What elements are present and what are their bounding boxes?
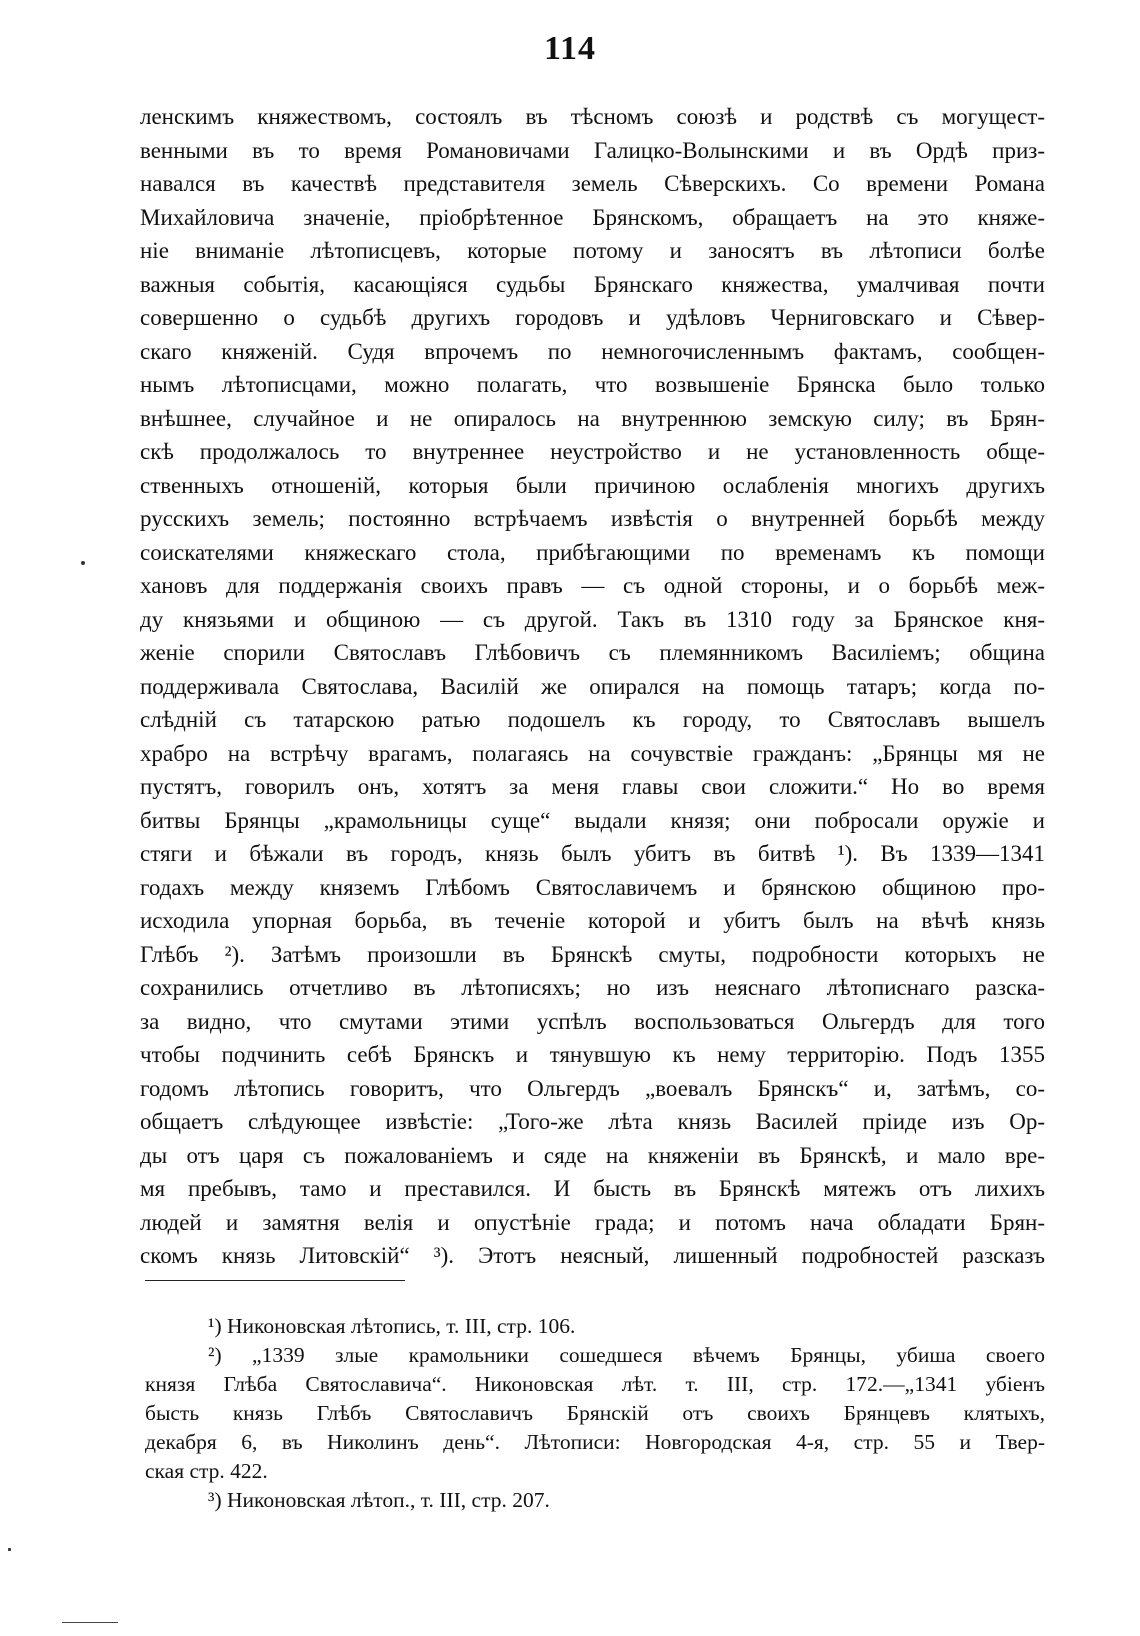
footnotes-block [145,1312,1045,1515]
scan-speck [8,1548,11,1551]
text-line: слѣдній съ татарскою ратью подошелъ къ городу, то Святославъ вышелъ [140,707,1045,732]
text-line: битвы Брянцы „крамольницы суще“ выдали князя; они побросали оружіе и [140,807,1045,833]
text-line: Михайловича значеніе, пріобрѣтенное Брянскомъ, обращаетъ на это княже- [140,204,1045,230]
text-line: за видно, что смутами этими успѣлъ воспользоваться Ольгердъ для того [140,1008,1045,1034]
footnote-2-continued: бысть князь Глѣбъ Святославичъ Брянскій отъ своихъ Брянцевъ клятыхъ, [145,1401,1045,1425]
text-line: важныя событія, касающіяся судьбы Брянскаго княжества, умалчивая почти [140,271,1045,297]
text-line: внѣшнее, случайное и не опиралось на внутреннюю земскую силу; въ Брян- [140,405,1045,431]
main-text-block [140,100,1045,1273]
text-line: пустятъ, говорилъ онъ, хотятъ за меня главы свои сложити.“ Но во время [140,774,1045,799]
scan-edge-mark [62,1622,118,1623]
text-line: ленскимъ княжествомъ, состоялъ въ тѣсномъ союзѣ и родствѣ съ могущест- [140,104,1045,129]
text-line: сохранились отчетливо въ лѣтописяхъ; но изъ неяснаго лѣтописнаго разска- [140,975,1045,1000]
text-line: стяги и бѣжали въ городъ, князь былъ убитъ въ битвѣ ¹). Въ 1339—1341 [140,841,1045,866]
text-line: русскихъ земель; постоянно встрѣчаемъ извѣстія о внутренней борьбѣ между [140,506,1045,531]
text-line: поддерживала Святослава, Василій же опирался на помощь татаръ; когда по- [140,673,1045,699]
footnote-2-continued: князя Глѣба Святославича“. Никоновская лѣт. т. III, стр. 172.—„1341 убіенъ [145,1372,1045,1396]
text-line: нымъ лѣтописцами, можно полагать, что возвышеніе Брянска было только [140,372,1045,397]
text-line: женіе спорили Святославъ Глѣбовичъ съ племянникомъ Василіемъ; община [140,640,1045,665]
text-line: ніе вниманіе лѣтописцевъ, которые потому и заносятъ въ лѣтописи болѣе [140,238,1045,263]
text-line: годомъ лѣтопись говоритъ, что Ольгердъ „воевалъ Брянскъ“ и, затѣмъ, со- [140,1075,1045,1101]
text-line: чтобы подчинить себѣ Брянскъ и тянувшую къ нему территорію. Подъ 1355 [140,1042,1045,1067]
text-line: венными въ то время Романовичами Галицко-Волынскими и въ Ордѣ приз- [140,137,1045,163]
footnote-3: ³) Никоновская лѣтоп., т. III, стр. 207. [208,1488,550,1512]
text-line: храбро на встрѣчу врагамъ, полагаясь на сочувствіе гражданъ: „Брянцы мя не [140,740,1045,766]
footnote-divider [145,1280,405,1281]
text-line: совершенно о судьбѣ другихъ городовъ и удѣловъ Черниговскаго и Сѣвер- [140,305,1045,330]
text-line: общаетъ слѣдующее извѣстіе: „Того-же лѣта князь Василей пріиде изъ Ор- [140,1109,1045,1134]
text-line: скаго княженій. Судя впрочемъ по немногочисленнымъ фактамъ, сообщен- [140,338,1045,364]
text-line: Глѣбъ ²). Затѣмъ произошли въ Брянскѣ смуты, подробности которыхъ не [140,941,1045,967]
text-line: ду князьями и общиною — съ другой. Такъ въ 1310 году за Брянское кня- [140,606,1045,632]
footnote-1: ¹) Никоновская лѣтопись, т. III, стр. 106. [208,1314,576,1338]
text-line: исходила упорная борьба, въ теченіе которой и убитъ былъ на вѣчѣ князь [140,908,1045,933]
text-line: людей и замятня велія и опустѣніе града; и потомъ нача обладати Брян- [140,1209,1045,1235]
text-line: ственныхъ отношеній, которыя были причиною ослабленія многихъ другихъ [140,472,1045,498]
scan-speck [81,561,85,565]
page-number: 114 [543,30,597,67]
text-line: мя пребывъ, тамо и преставился. И бысть въ Брянскѣ мятежъ отъ лихихъ [140,1176,1045,1201]
footnote-2: ²) „1339 злые крамольники сошедшеся вѣчемъ Брянцы, убиша своего [208,1343,1045,1367]
footnote-2-continued: ская стр. 422. [145,1459,268,1483]
text-line: соискателями княжескаго стола, прибѣгающими по временамъ къ помощи [140,539,1045,565]
text-line: годахъ между княземъ Глѣбомъ Святославичемъ и брянскою общиною про- [140,874,1045,900]
text-line: скомъ князь Литовскій“ ³). Этотъ неясный, лишенный подробностей разсказъ [140,1243,1045,1268]
text-line: ды отъ царя съ пожалованіемъ и сяде на княженіи въ Брянскѣ, и мало вре- [140,1142,1045,1168]
text-line: хановъ для поддержанія своихъ правъ — съ одной стороны, и о борьбѣ меж- [140,573,1045,598]
text-line: навался въ качествѣ представителя земель Сѣверскихъ. Со времени Романа [140,171,1045,196]
footnote-2-continued: декабря 6, въ Николинъ день“. Лѣтописи: Новгородская 4-я, стр. 55 и Твер- [145,1430,1045,1454]
text-line: скѣ продолжалось то внутреннее неустройство и не установленность обще- [140,439,1045,464]
